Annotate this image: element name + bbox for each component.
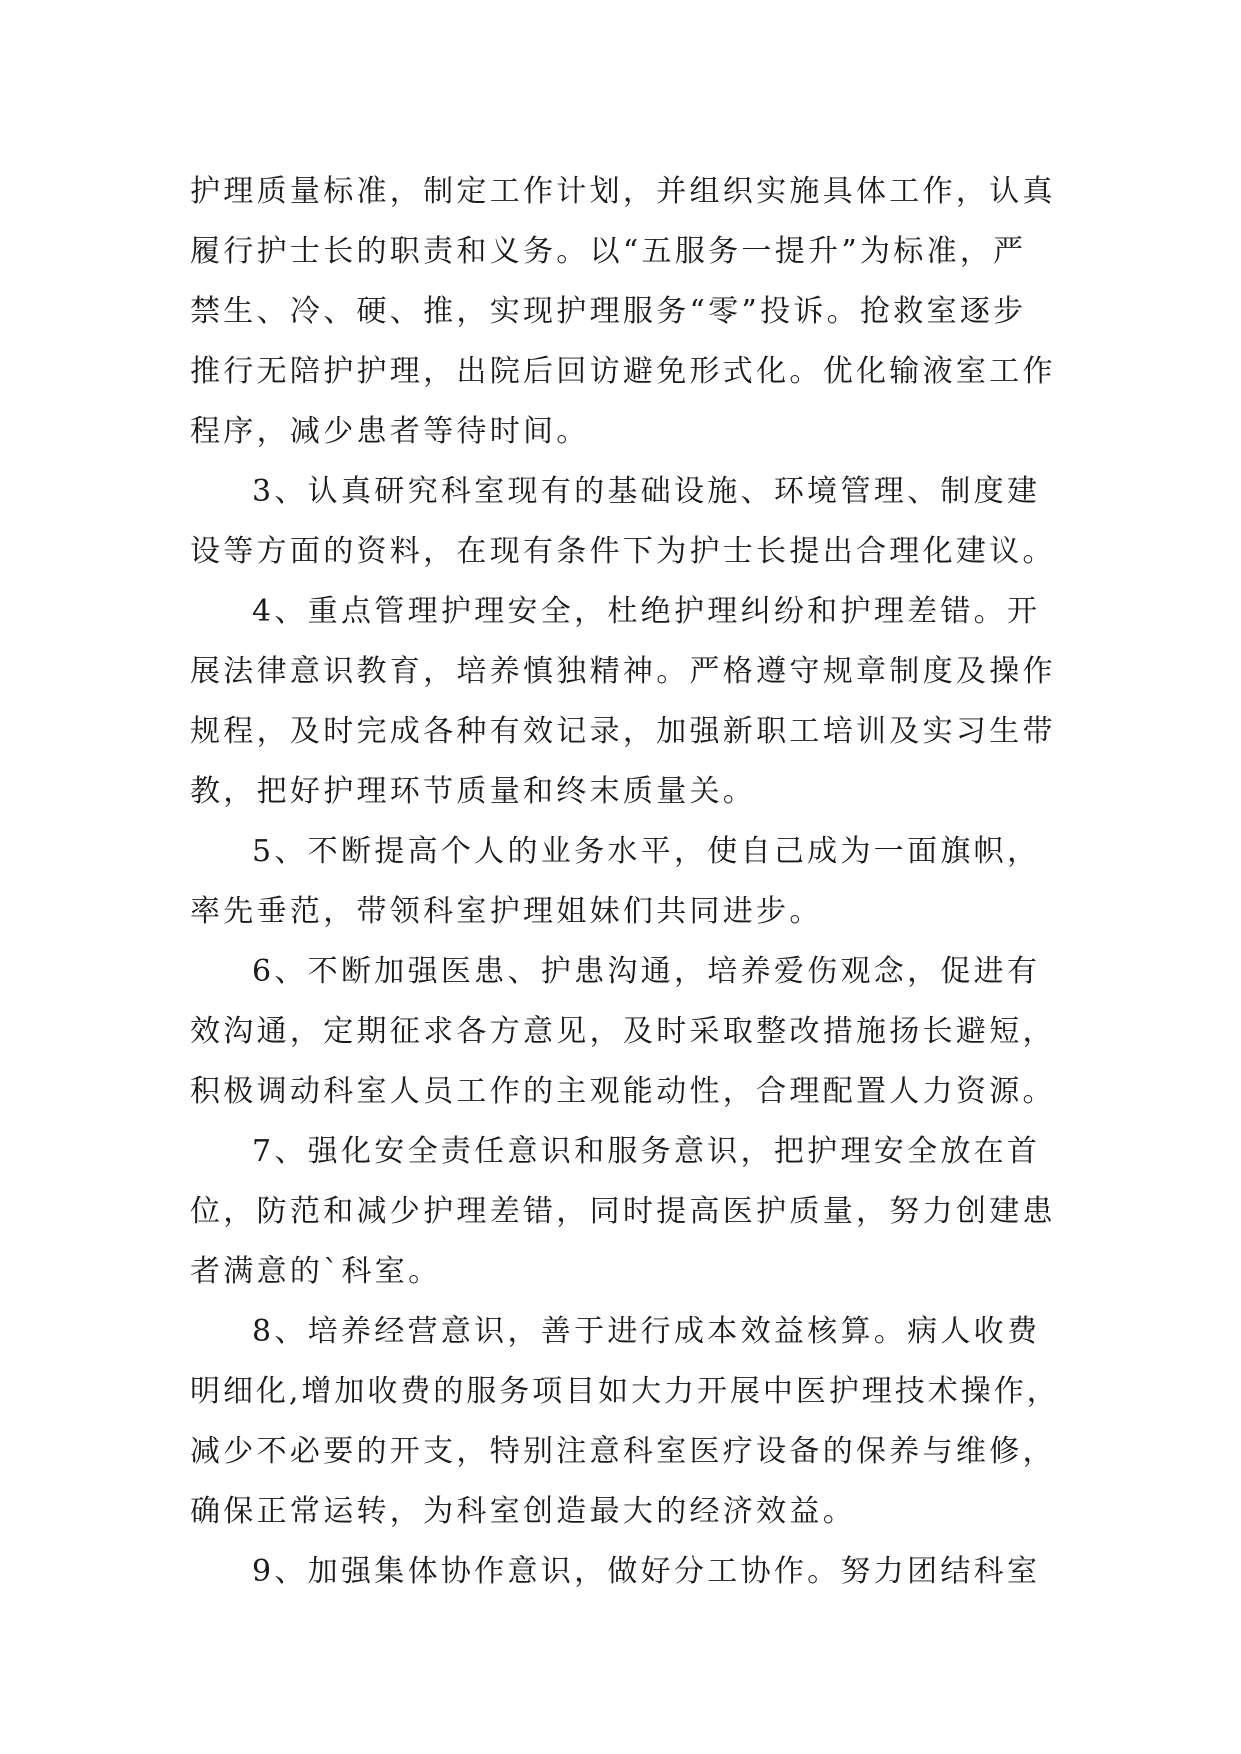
text-line: 教，把好护理环节质量和终末质量关。 bbox=[190, 774, 757, 809]
document-body bbox=[190, 162, 1060, 1602]
text-line: 确保正常运转，为科室创造最大的经济效益。 bbox=[190, 1494, 856, 1529]
text-line: 4、重点管理护理安全，杜绝护理纠纷和护理差错。开 bbox=[252, 594, 1041, 629]
text-line: 5、不断提高个人的业务水平，使自己成为一面旗帜， bbox=[252, 834, 1041, 869]
text-line: 8、培养经营意识，善于进行成本效益核算。病人收费 bbox=[252, 1314, 1041, 1349]
text-line: 3、认真研究科室现有的基础设施、环境管理、制度建 bbox=[252, 474, 1041, 509]
text-line: 6、不断加强医患、护患沟通，培养爱伤观念，促进有 bbox=[252, 954, 1041, 989]
text-line: 7、强化安全责任意识和服务意识，把护理安全放在首 bbox=[252, 1134, 1041, 1169]
text-line: 积极调动科室人员工作的主观能动性，合理配置人力资源。 bbox=[190, 1074, 1056, 1109]
text-line: 率先垂范，带领科室护理姐妹们共同进步。 bbox=[190, 894, 823, 929]
text-line: 设等方面的资料，在现有条件下为护士长提出合理化建议。 bbox=[190, 534, 1056, 569]
text-line: 程序，减少患者等待时间。 bbox=[190, 414, 590, 449]
text-line: 减少不必要的开支，特别注意科室医疗设备的保养与维修， bbox=[190, 1434, 1056, 1469]
text-line: 推行无陪护护理，出院后回访避免形式化。优化输液室工作 bbox=[190, 354, 1056, 389]
text-line: 9、加强集体协作意识，做好分工协作。努力团结科室 bbox=[252, 1554, 1041, 1589]
text-line: 展法律意识教育，培养慎独精神。严格遵守规章制度及操作 bbox=[190, 654, 1056, 689]
text-line: 者满意的`科室。 bbox=[190, 1254, 442, 1289]
text-line: 效沟通，定期征求各方意见，及时采取整改措施扬长避短， bbox=[190, 1014, 1056, 1049]
text-line: 禁生、冷、硬、推，实现护理服务“零”投诉。抢救室逐步 bbox=[190, 294, 1027, 329]
text-line: 位，防范和减少护理差错，同时提高医护质量，努力创建患 bbox=[190, 1194, 1056, 1229]
text-line: 履行护士长的职责和义务。以“五服务一提升”为标准，严 bbox=[190, 234, 1027, 269]
text-line: 明细化,增加收费的服务项目如大力开展中医护理技术操作， bbox=[190, 1374, 1060, 1409]
text-line: 规程，及时完成各种有效记录，加强新职工培训及实习生带 bbox=[190, 714, 1056, 749]
text-line: 护理质量标准，制定工作计划，并组织实施具体工作，认真 bbox=[190, 174, 1056, 209]
